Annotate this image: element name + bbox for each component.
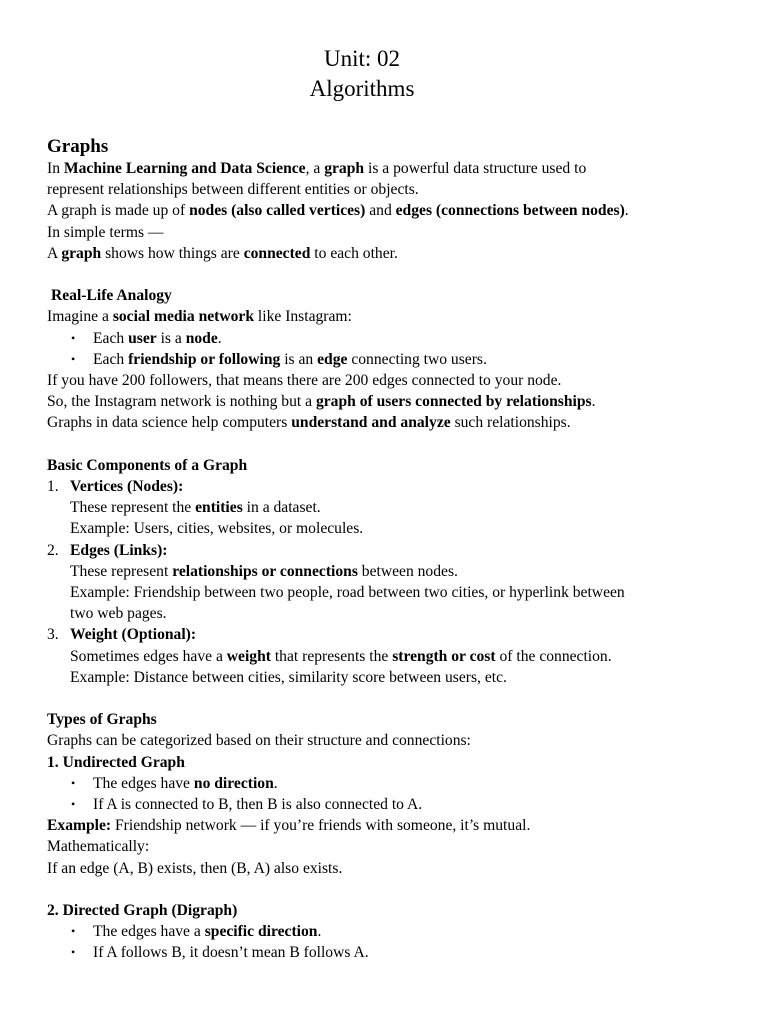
- undirected-math-line: If an edge (A, B) exists, then (B, A) also exists.: [47, 859, 343, 877]
- item-number: 3.: [47, 626, 59, 644]
- component-item-vertices: [47, 476, 727, 540]
- item-title: Vertices (Nodes):: [70, 478, 184, 496]
- item-line: Example: Distance between cities, similarity score between users, etc.: [70, 668, 507, 686]
- list-item: • If A follows B, it doesn’t mean B follows A.: [47, 942, 727, 963]
- types-heading: Types of Graphs: [47, 711, 157, 729]
- page-title: [47, 44, 677, 104]
- item-line: These represent relationships or connections between nodes.: [70, 562, 458, 580]
- directed-bullet-list: [47, 921, 727, 963]
- undirected-math-label: Mathematically:: [47, 838, 150, 856]
- unit-name: Algorithms: [309, 76, 415, 101]
- analogy-heading: Real-Life Analogy: [51, 287, 172, 305]
- list-item: • Each friendship or following is an edge connecting two users.: [47, 349, 727, 370]
- graphs-para-3: A graph is made up of nodes (also called vertices) and edges (connections between nodes).: [47, 202, 629, 220]
- analogy-line-3: Graphs in data science help computers understand and analyze such relationships.: [47, 414, 571, 432]
- graphs-para-1: In Machine Learning and Data Science, a graph is a powerful data structure used to: [47, 160, 587, 177]
- graphs-para-4: In simple terms —: [47, 223, 164, 241]
- list-item: • The edges have a specific direction.: [47, 921, 727, 942]
- item-title: Edges (Links):: [70, 541, 168, 559]
- component-item-weight: [47, 624, 727, 688]
- undirected-bullet-list: [47, 773, 727, 815]
- analogy-line-2: So, the Instagram network is nothing but a graph of users connected by relationships.: [47, 393, 596, 411]
- item-number: 1.: [47, 478, 59, 496]
- document-page: [47, 44, 727, 964]
- unit-label: Unit: 02: [323, 46, 401, 71]
- analogy-bullet-list: [47, 328, 727, 370]
- undirected-heading: 1. Undirected Graph: [47, 753, 185, 771]
- component-item-edges: [47, 540, 727, 625]
- directed-heading: 2. Directed Graph (Digraph): [47, 902, 238, 920]
- list-item: • The edges have no direction.: [47, 773, 727, 794]
- item-line: These represent the entities in a dataset.: [70, 499, 321, 517]
- item-line: Example: Friendship between two people, road between two cities, or hyperlink between: [70, 584, 625, 602]
- analogy-intro: Imagine a social media network like Instagram:: [47, 308, 352, 326]
- types-intro: Graphs can be categorized based on their structure and connections:: [47, 732, 471, 750]
- item-line: Example: Users, cities, websites, or molecules.: [70, 520, 364, 538]
- analogy-line-1: If you have 200 followers, that means there are 200 edges connected to your node.: [47, 372, 562, 390]
- graphs-heading: Graphs: [47, 136, 109, 157]
- item-line: Sometimes edges have a weight that represents the strength or cost of the connection.: [70, 647, 612, 665]
- item-number: 2.: [47, 541, 59, 559]
- undirected-example: Example: Friendship network — if you’re friends with someone, it’s mutual.: [47, 817, 531, 835]
- list-item: • Each user is a node.: [47, 328, 727, 349]
- item-line: two web pages.: [70, 605, 167, 623]
- components-heading: Basic Components of a Graph: [47, 456, 248, 474]
- graphs-para-2: represent relationships between different entities or objects.: [47, 181, 419, 199]
- graphs-para-5: A graph shows how things are connected to each other.: [47, 244, 398, 262]
- item-title: Weight (Optional):: [70, 626, 197, 644]
- list-item: • If A is connected to B, then B is also connected to A.: [47, 794, 727, 815]
